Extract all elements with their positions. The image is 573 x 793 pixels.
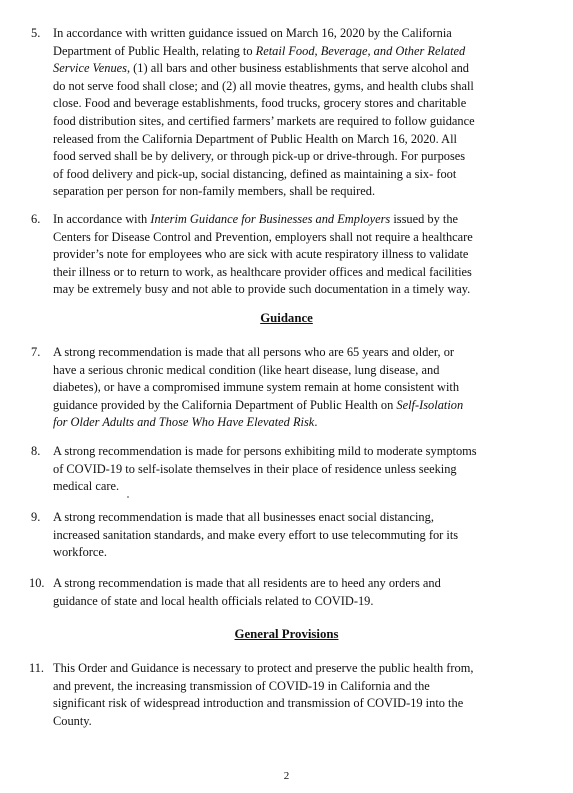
text-run: close. Food and beverage establishments, food trucks, grocery stores and charitable	[53, 96, 467, 111]
text-line	[53, 509, 511, 527]
text-run: Centers for Disease Control and Prevention, employers shall not require a healthcare	[53, 229, 473, 244]
text-run: This Order and Guidance is necessary to protect and preserve the public health from,	[53, 661, 474, 675]
italic-title-text: for Older Adults and Those Who Have Elevated Risk	[53, 415, 315, 430]
text-line	[53, 131, 511, 149]
text-run: may be extremely busy and not able to provide such documentation in a timely way.	[53, 282, 471, 297]
text-line	[53, 264, 511, 282]
paragraph-text	[53, 25, 511, 201]
text-line	[53, 414, 511, 432]
paragraph-number: 10.	[29, 576, 45, 590]
paragraph-text	[53, 344, 511, 432]
text-run: diabetes), or have a compromised immune system remain at home consistent with	[53, 380, 460, 395]
text-run: released from the California Department of Public Health on March 16, 2020. All	[53, 131, 457, 146]
italic-title-text: Retail Food, Beverage, and Other Related	[255, 43, 466, 58]
paragraph-6	[31, 211, 511, 299]
text-run: of food delivery and pick-up, social distancing, defined as maintaining a six- foot	[53, 166, 457, 181]
paragraph-9	[31, 509, 511, 562]
text-line	[53, 443, 511, 461]
italic-title-text: Service Venues	[53, 61, 127, 76]
text-run: their illness or to return to work, as healthcare provider offices and medical facilities	[53, 264, 472, 279]
text-line	[53, 246, 511, 264]
general-provisions-heading: General Provisions	[234, 627, 339, 641]
text-run: A strong recommendation is made that all businesses enact social distancing,	[53, 510, 434, 524]
text-run: significant risk of widespread introduction and transmission of COVID-19 into the	[53, 696, 464, 711]
text-line	[53, 166, 511, 184]
text-run: In accordance with written guidance issued on March 16, 2020 by the California	[53, 26, 452, 40]
paragraph-text	[53, 443, 511, 496]
text-run: medical care.	[53, 479, 120, 494]
paragraph-text	[53, 575, 511, 610]
scan-speck	[127, 496, 129, 498]
text-run: guidance of state and local health officials related to COVID-19.	[53, 593, 374, 608]
paragraph-number: 11.	[29, 661, 45, 675]
text-line	[53, 183, 511, 201]
text-line	[53, 211, 511, 229]
text-run: A strong recommendation is made that all persons who are 65 years and older, or	[53, 345, 455, 359]
text-run: provider’s note for employees who are sick with acute respiratory illness to validate	[53, 247, 469, 262]
paragraph-7	[31, 344, 511, 432]
paragraph-5	[31, 25, 511, 201]
text-run: separation per person for non-family members, shall be required.	[53, 184, 376, 199]
paragraph-text	[53, 660, 511, 730]
text-run: County.	[53, 713, 92, 728]
page-number: 2	[283, 770, 290, 782]
text-run: .	[314, 415, 318, 430]
text-run: food served shall be by delivery, or through pick-up or drive-through. For purposes	[53, 149, 466, 164]
text-line	[53, 95, 511, 113]
text-run: Department of Public Health, relating to	[53, 43, 256, 58]
paragraph-text	[53, 211, 511, 299]
paragraph-number: 9.	[31, 510, 41, 524]
text-run: issued by the	[390, 212, 459, 226]
text-run: have a serious chronic medical condition (like heart disease, lung disease, and	[53, 362, 440, 377]
paragraph-number: 8.	[31, 444, 41, 458]
text-line	[53, 148, 511, 166]
text-run: food distribution sites, and certified farmers’ markets are required to follow guidance	[53, 113, 475, 128]
text-run: A strong recommendation is made for persons exhibiting mild to moderate symptoms	[53, 444, 477, 458]
text-line	[53, 660, 511, 678]
text-line	[53, 695, 511, 713]
text-run: and prevent, the increasing transmission of COVID-19 in California and the	[53, 678, 430, 693]
text-line	[53, 344, 511, 362]
paragraph-number: 5.	[31, 26, 41, 40]
text-line	[53, 362, 511, 380]
text-run: In accordance with	[53, 212, 151, 226]
text-run: A strong recommendation is made that all residents are to heed any orders and	[53, 576, 441, 590]
italic-title-text: Interim Guidance for Businesses and Employers	[150, 212, 391, 226]
text-run: , (1) all bars and other business establishments that serve alcohol and	[126, 61, 469, 76]
text-line	[53, 461, 511, 479]
text-line	[53, 593, 511, 611]
text-line	[53, 544, 511, 562]
text-run: of COVID-19 to self-isolate themselves in their place of residence unless seeking	[53, 461, 457, 476]
text-line	[53, 281, 511, 299]
text-line	[53, 527, 511, 545]
italic-title-text: Self-Isolation	[396, 397, 464, 412]
guidance-heading: Guidance	[260, 311, 313, 325]
text-line	[53, 478, 511, 496]
text-line	[53, 678, 511, 696]
paragraph-11	[31, 660, 511, 730]
text-line	[53, 229, 511, 247]
text-run: increased sanitation standards, and make every effort to use telecommuting for its	[53, 527, 459, 542]
text-line	[53, 713, 511, 731]
text-line	[53, 397, 511, 415]
text-run: do not serve food shall close; and (2) all movie theatres, gyms, and health clubs shall	[53, 78, 474, 93]
text-line	[53, 25, 511, 43]
paragraph-number: 7.	[31, 345, 41, 359]
paragraph-8	[31, 443, 511, 496]
text-run: guidance provided by the California Department of Public Health on	[53, 397, 397, 412]
text-line	[53, 78, 511, 96]
paragraph-number: 6.	[31, 212, 41, 226]
text-run: workforce.	[53, 545, 108, 560]
text-line	[53, 379, 511, 397]
paragraph-10	[31, 575, 511, 610]
text-line	[53, 575, 511, 593]
text-line	[53, 43, 511, 61]
text-line	[53, 113, 511, 131]
paragraph-text	[53, 509, 511, 562]
text-line	[53, 60, 511, 78]
